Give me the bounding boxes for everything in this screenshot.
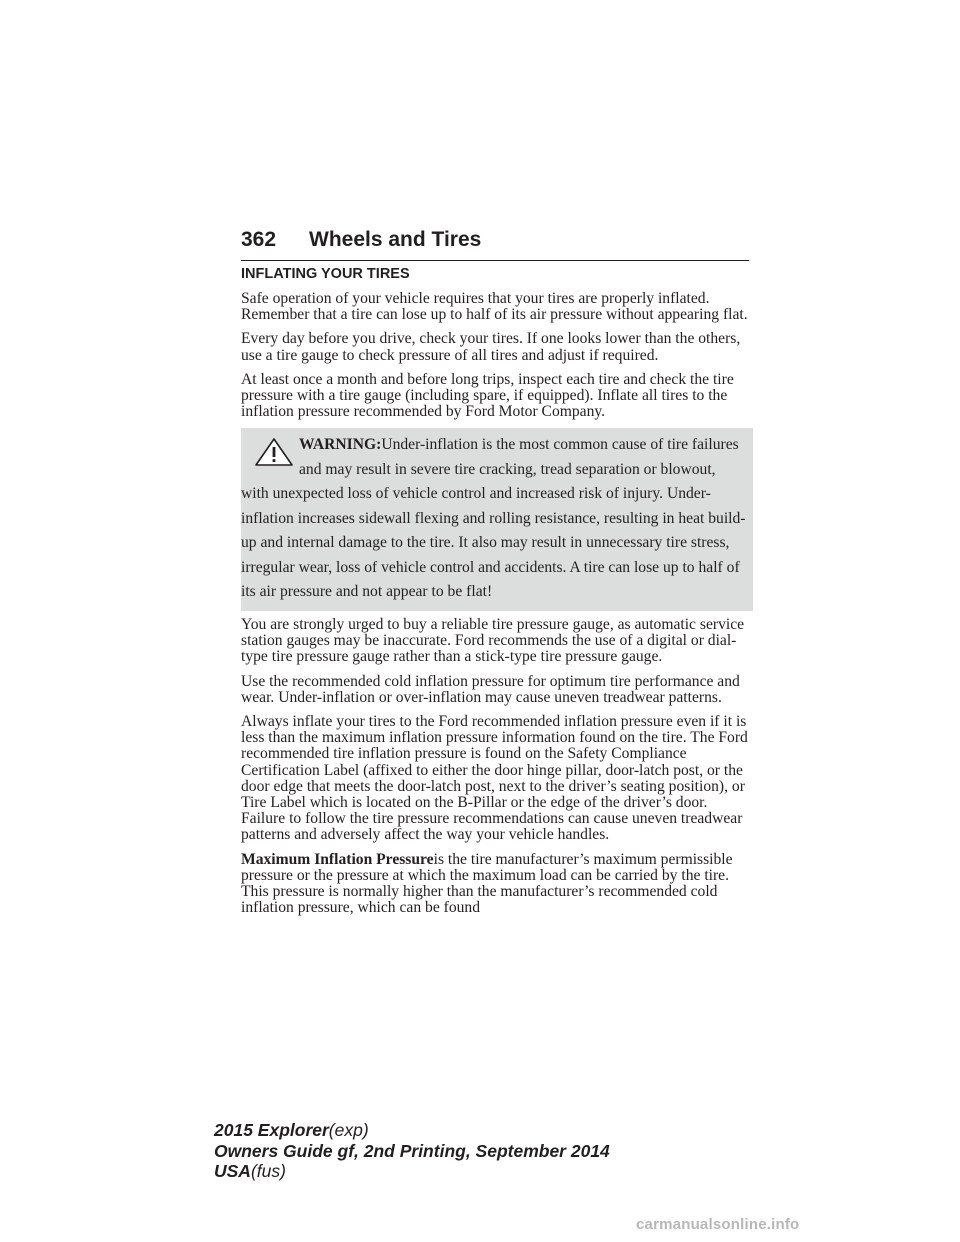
footer-model-code: (exp)	[328, 1120, 369, 1140]
footer-model: 2015 Explorer	[214, 1120, 329, 1140]
footer-line-printing: Owners Guide gf, 2nd Printing, September 2014	[214, 1140, 610, 1161]
paragraph-daily-check: Every day before you drive, check your tires. If one looks lower than the others, use a tire gauge to check pressure of all tires and adjust if required.	[241, 330, 741, 364]
footer-region: USA	[214, 1161, 251, 1181]
paragraph-intro: Safe operation of your vehicle requires that your tires are properly inflated. Remember that a tire can lose up to half of its air pressure without appearing flat.	[241, 290, 748, 324]
warning-text: Under-inflation is the most common cause of tire failures and may result in severe tire cracking, tread separation or blowout, with unexpected loss of vehicle control and increased risk of injury. Under-inflation increases sidewall flexing and rolling resistance, resulting in heat build-up and internal damage to the tire. It also may result in unnecessary tire stress, irregular wear, loss of vehicle control and accidents. A tire can lose up to half of its air pressure and not appear to be flat!	[241, 436, 746, 601]
page-footer	[214, 1120, 610, 1182]
footer-line-model	[214, 1120, 610, 1141]
warning-label: WARNING:	[299, 436, 382, 454]
footer-region-code: (fus)	[250, 1161, 286, 1181]
section-title: Wheels and Tires	[309, 228, 482, 251]
section-heading: INFLATING YOUR TIRES	[241, 266, 410, 282]
watermark: carmanualsonline.info	[636, 1216, 800, 1233]
page-number: 362	[241, 228, 277, 251]
paragraph-max-pressure	[241, 852, 753, 917]
page-content	[241, 266, 753, 924]
footer-line-region	[214, 1161, 610, 1182]
page-header	[241, 226, 749, 261]
max-pressure-definition: is the tire manufacturer’s maximum permissible pressure or the pressure at which the maximum load can be carried by the tire. This pressure is normally higher than the manufacturer’s recommended cold inflation pressure, which can be found	[241, 850, 733, 917]
paragraph-gauge: You are strongly urged to buy a reliable tire pressure gauge, as automatic service station gauges may be inaccurate. Ford recommends the use of a digital or dial-type tire pressure gauge rather than a stick-type tire pressure gauge.	[241, 615, 745, 666]
paragraph-cold-pressure: Use the recommended cold inflation pressure for optimum tire performance and wear. Under-inflation or over-inflation may cause uneven treadwear patterns.	[241, 672, 740, 706]
warning-box	[241, 428, 753, 611]
paragraph-recommended-pressure: Always inflate your tires to the Ford recommended inflation pressure even if it is less than the maximum inflation pressure information found on the tire. The Ford recommended tire inflation pressure is found on the Safety Compliance Certification Label (affixed to either the door hinge pillar, door-latch post, or the door edge that meets the door-latch post, next to the driver’s seating position), or Tire Label which is located on the B-Pillar or the edge of the driver’s door. Failure to follow the tire pressure recommendations can cause uneven treadwear patterns and adversely affect the way your vehicle handles.	[241, 712, 748, 844]
term-max-inflation-pressure: Maximum Inflation Pressure	[241, 850, 434, 868]
warning-triangle-icon	[253, 437, 295, 467]
paragraph-monthly-check: At least once a month and before long trips, inspect each tire and check the tire pressure with a tire gauge (including spare, if equipped). Inflate all tires to the inflation pressure recommended by Ford Motor Company.	[241, 370, 734, 421]
